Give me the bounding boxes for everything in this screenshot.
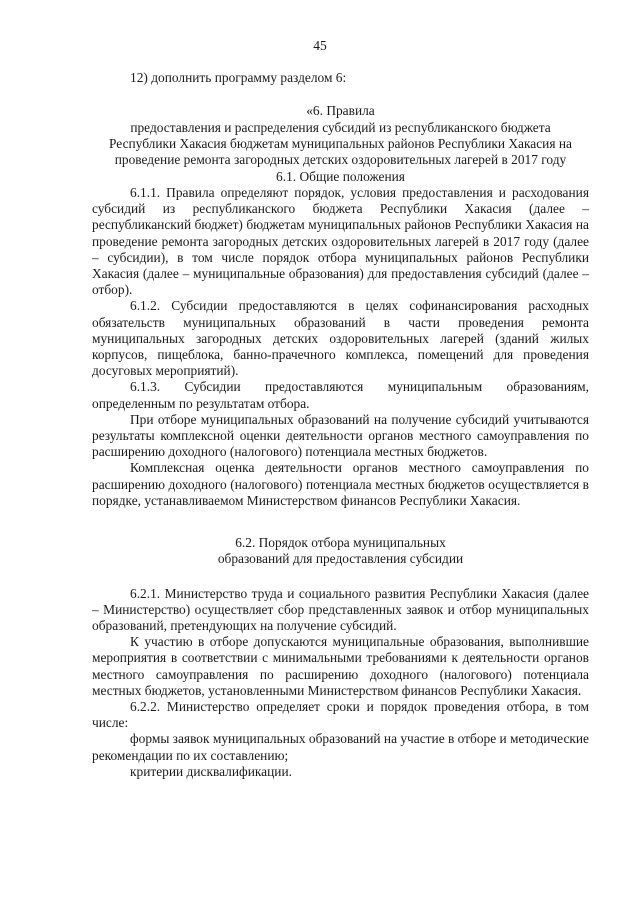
paragraph-6-1-2: 6.1.2. Субсидии предоставляются в целях софинансирования расходных обязательств муниципальных образований в части проведения ремонта муниципальных загородных детских оздоровительных лагерей (зданий жилых корпусов, пищеблока, банно-прачечного комплекса, помещений для проведения досуговых мероприятий). xyxy=(92,298,589,379)
list-item-criteria: критерии дисквалификации. xyxy=(130,763,292,779)
section-heading-6-2-line-2: образований для предоставления субсидии xyxy=(217,551,464,567)
title-line-2: предоставления и распределения субсидий из республиканского бюджета xyxy=(130,119,551,135)
page-number: 45 xyxy=(313,38,327,53)
title-line-1: «6. Правила xyxy=(306,103,375,119)
section-heading-6-2 xyxy=(92,535,589,567)
paragraph-6-1-3: 6.1.3. Субсидии предоставляются муниципальным образованиям, определенным по результатам отбора. xyxy=(92,379,589,411)
paragraph-6-1-1: 6.1.1. Правила определяют порядок, условия предоставления и расходования субсидий из республиканского бюджета Республики Хакасия (далее – республиканский бюджет) бюджетам муниципальных районов Республики Хакасия на проведение ремонта загородных детских оздоровительных лагерей в 2017 году (далее – субсидии), в том числе порядок отбора муниципальных районов Республики Хакасия (далее – муниципальные образования) для предоставления субсидий (далее – отбор). xyxy=(92,185,589,298)
title-line-4: проведение ремонта загородных детских оздоровительных лагерей в 2017 году xyxy=(114,152,567,168)
paragraph-selection-note: При отборе муниципальных образований на получение субсидий учитываются результаты комплексной оценки деятельности органов местного самоуправления по расширению доходного (налогового) потенциала местных бюджетов. xyxy=(92,411,589,460)
paragraph-6-2-2: 6.2.2. Министерство определяет сроки и порядок проведения отбора, в том числе: xyxy=(92,698,589,731)
section-heading-6-1: 6.1. Общие положения xyxy=(276,168,405,184)
paragraph-assessment: Комплексная оценка деятельности органов местного самоуправления по расширению доходного (налогового) потенциала местных бюджетов осуществляется в порядке, устанавливаемом Министерством финансов Республики Хакасия. xyxy=(92,460,589,508)
paragraph-admission: К участию в отборе допускаются муниципальные образования, выполнившие мероприятия в соответствии с минимальными требованиями к деятельности органов местного самоуправления по расширению доходного (налогового) потенциала местных бюджетов, установленными Министерством финансов Республики Хакасия. xyxy=(92,634,589,698)
list-item-forms: формы заявок муниципальных образований на участие в отборе и методические рекомендации по их составлению; xyxy=(92,731,589,763)
intro-line: 12) дополнить программу разделом 6: xyxy=(130,70,347,85)
title-line-3: Республики Хакасия бюджетам муниципальных районов Республики Хакасия на xyxy=(109,136,572,152)
section-heading-6-2-line-1: 6.2. Порядок отбора муниципальных xyxy=(235,535,446,551)
document-body xyxy=(92,70,589,780)
paragraph-6-2-1: 6.2.1. Министерство труда и социального развития Республики Хакасия (далее – Министерство) осуществляет сбор представленных заявок и отбор муниципальных образований, претендующих на получение субсидий. xyxy=(92,585,589,633)
rules-title xyxy=(92,103,589,169)
